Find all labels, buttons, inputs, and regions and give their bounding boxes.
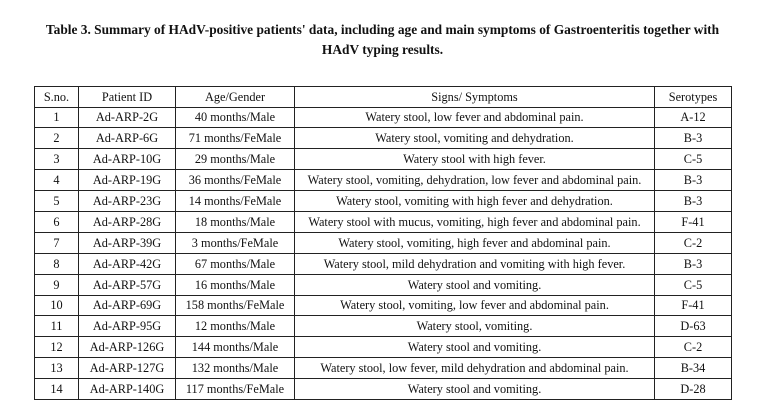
header-signs-symptoms: Signs/ Symptoms [295,87,655,108]
cell-patient-id: Ad-ARP-2G [79,107,176,128]
cell-sno: 14 [35,379,79,400]
cell-signs-symptoms: Watery stool, vomiting with high fever and dehydration. [295,191,655,212]
cell-patient-id: Ad-ARP-42G [79,253,176,274]
cell-age-gender: 158 months/FeMale [176,295,295,316]
table-row [35,295,732,316]
cell-sno: 5 [35,191,79,212]
cell-serotype: B-3 [655,253,732,274]
cell-serotype: F-41 [655,211,732,232]
cell-serotype: C-2 [655,337,732,358]
cell-serotype: C-2 [655,232,732,253]
cell-sno: 9 [35,274,79,295]
cell-signs-symptoms: Watery stool, mild dehydration and vomiting with high fever. [295,253,655,274]
table-header-row [35,87,732,108]
cell-patient-id: Ad-ARP-57G [79,274,176,295]
cell-serotype: A-12 [655,107,732,128]
table-caption [0,20,765,60]
cell-sno: 1 [35,107,79,128]
cell-signs-symptoms: Watery stool and vomiting. [295,379,655,400]
cell-age-gender: 117 months/FeMale [176,379,295,400]
cell-signs-symptoms: Watery stool, vomiting. [295,316,655,337]
cell-signs-symptoms: Watery stool, vomiting and dehydration. [295,128,655,149]
cell-signs-symptoms: Watery stool, vomiting, high fever and abdominal pain. [295,232,655,253]
header-sno: S.no. [35,87,79,108]
cell-serotype: D-28 [655,379,732,400]
cell-patient-id: Ad-ARP-10G [79,149,176,170]
cell-age-gender: 67 months/Male [176,253,295,274]
cell-age-gender: 18 months/Male [176,211,295,232]
table-row [35,107,732,128]
table-row [35,379,732,400]
table-row [35,274,732,295]
table-row [35,358,732,379]
cell-sno: 3 [35,149,79,170]
cell-signs-symptoms: Watery stool and vomiting. [295,274,655,295]
cell-serotype: C-5 [655,149,732,170]
cell-serotype: D-63 [655,316,732,337]
cell-patient-id: Ad-ARP-19G [79,170,176,191]
cell-sno: 2 [35,128,79,149]
cell-age-gender: 3 months/FeMale [176,232,295,253]
table-row [35,253,732,274]
cell-sno: 4 [35,170,79,191]
table-row [35,149,732,170]
table-row [35,191,732,212]
header-patient-id: Patient ID [79,87,176,108]
table-row [35,170,732,191]
header-serotypes: Serotypes [655,87,732,108]
cell-patient-id: Ad-ARP-140G [79,379,176,400]
table-row [35,316,732,337]
cell-age-gender: 71 months/FeMale [176,128,295,149]
cell-age-gender: 40 months/Male [176,107,295,128]
cell-age-gender: 36 months/FeMale [176,170,295,191]
cell-serotype: B-34 [655,358,732,379]
cell-signs-symptoms: Watery stool and vomiting. [295,337,655,358]
cell-patient-id: Ad-ARP-6G [79,128,176,149]
cell-sno: 13 [35,358,79,379]
cell-serotype: B-3 [655,128,732,149]
caption-line-2: HAdV typing results. [321,42,444,57]
cell-age-gender: 14 months/FeMale [176,191,295,212]
cell-sno: 11 [35,316,79,337]
cell-patient-id: Ad-ARP-95G [79,316,176,337]
cell-age-gender: 12 months/Male [176,316,295,337]
cell-signs-symptoms: Watery stool, vomiting, low fever and abdominal pain. [295,295,655,316]
cell-age-gender: 16 months/Male [176,274,295,295]
cell-sno: 8 [35,253,79,274]
cell-sno: 7 [35,232,79,253]
cell-patient-id: Ad-ARP-126G [79,337,176,358]
cell-sno: 12 [35,337,79,358]
table-row [35,211,732,232]
cell-patient-id: Ad-ARP-39G [79,232,176,253]
table-body [35,107,732,399]
cell-age-gender: 144 months/Male [176,337,295,358]
cell-serotype: B-3 [655,191,732,212]
cell-sno: 10 [35,295,79,316]
hadv-summary-table [34,86,732,400]
table-row [35,337,732,358]
cell-signs-symptoms: Watery stool with mucus, vomiting, high fever and abdominal pain. [295,211,655,232]
cell-patient-id: Ad-ARP-28G [79,211,176,232]
cell-patient-id: Ad-ARP-23G [79,191,176,212]
cell-age-gender: 29 months/Male [176,149,295,170]
cell-patient-id: Ad-ARP-69G [79,295,176,316]
header-age-gender: Age/Gender [176,87,295,108]
cell-signs-symptoms: Watery stool with high fever. [295,149,655,170]
cell-patient-id: Ad-ARP-127G [79,358,176,379]
table-row [35,128,732,149]
cell-serotype: C-5 [655,274,732,295]
cell-sno: 6 [35,211,79,232]
cell-signs-symptoms: Watery stool, low fever and abdominal pain. [295,107,655,128]
table-row [35,232,732,253]
cell-age-gender: 132 months/Male [176,358,295,379]
cell-serotype: B-3 [655,170,732,191]
cell-signs-symptoms: Watery stool, low fever, mild dehydration and abdominal pain. [295,358,655,379]
caption-line-1: Table 3. Summary of HAdV-positive patients' data, including age and main symptoms of Gastroenteritis together with [45,22,720,37]
cell-serotype: F-41 [655,295,732,316]
cell-signs-symptoms: Watery stool, vomiting, dehydration, low fever and abdominal pain. [295,170,655,191]
